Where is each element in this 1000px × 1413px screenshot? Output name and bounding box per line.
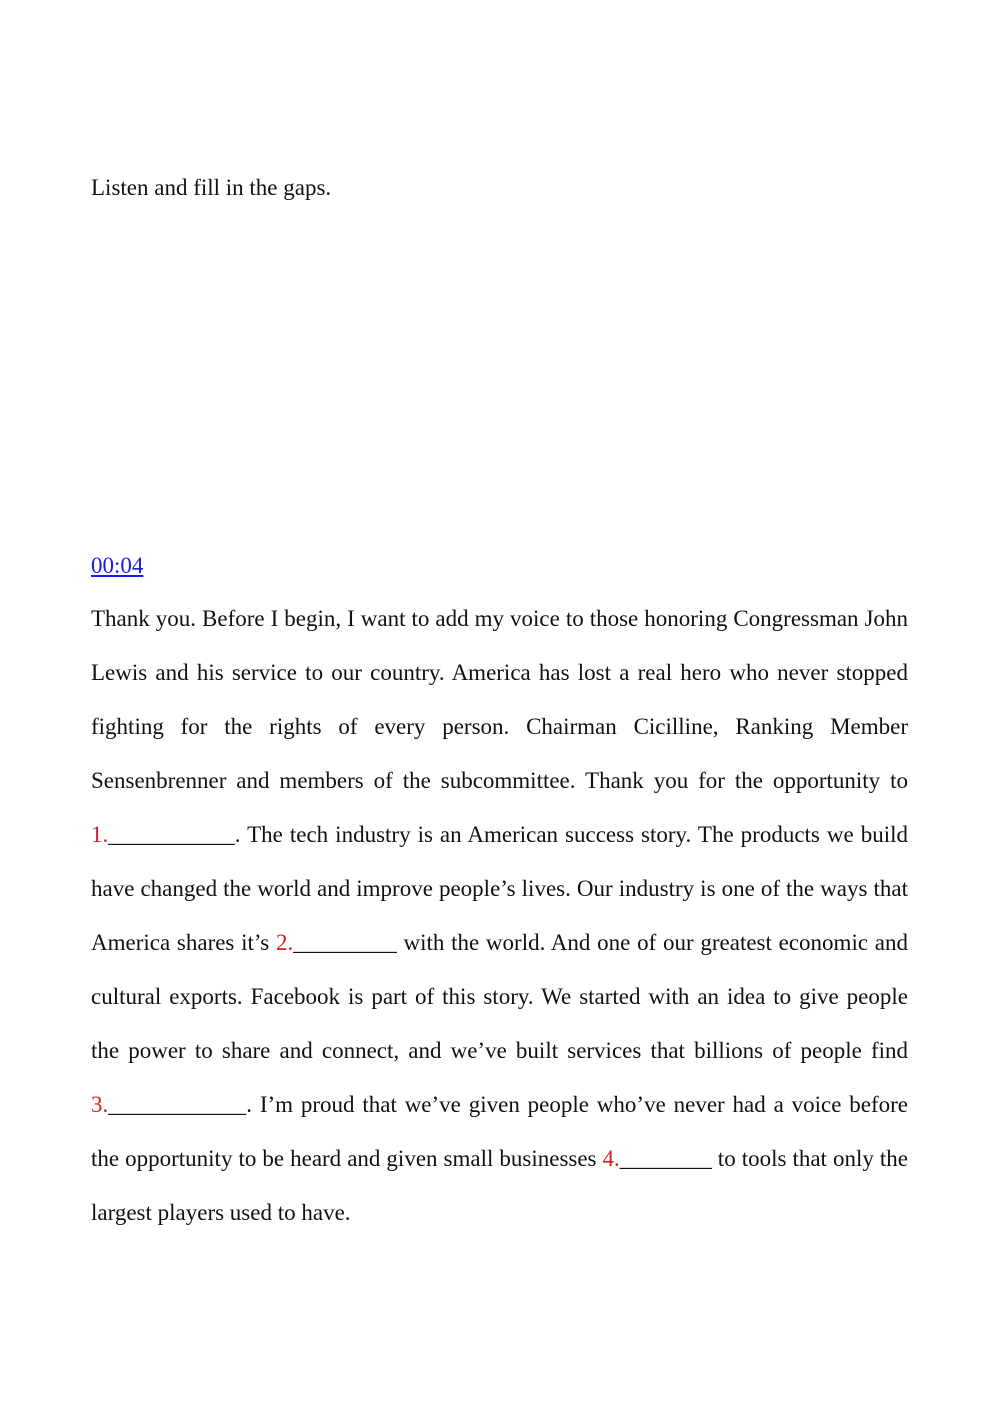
transcript-segment: . The tech industry is an American success story. The products we build have changed the world and improve people’s lives. Our industry is one of the ways that America shares it’s — [91, 822, 908, 955]
gap-2-number: 2. — [275, 930, 294, 955]
gap-3-number: 3. — [91, 1092, 109, 1117]
transcript-segment: to tools that only the largest players used to have. — [91, 1146, 908, 1225]
gap-1-blank[interactable]: ___________ — [108, 822, 235, 847]
transcript-segment: with the world. And one of our greatest economic and cultural exports. Facebook is part of this story. We started with an idea to give people the power to share and connect, and we’ve built services that billions of people find — [91, 930, 908, 1063]
transcript-segment: Thank you. Before I begin, I want to add my voice to those honoring Congressman John Lewis and his service to our country. America has lost a real hero who never stopped fighting for the rights of every person. Chairman Cicilline, Ranking Member Sensenbrenner and members of the subcommittee. Thank you for the opportunity to — [91, 606, 908, 793]
gap-4-blank[interactable]: ________ — [619, 1146, 712, 1171]
transcript-segment: . I’m proud that we’ve given people who’ve never had a voice before the opportunity to be heard and given small businesses — [91, 1092, 908, 1171]
gap-4-number: 4. — [602, 1146, 620, 1171]
transcript-paragraph — [91, 592, 908, 1240]
timestamp-link[interactable]: 00:04 — [91, 553, 144, 578]
gap-1-number: 1. — [91, 822, 109, 847]
instruction-text: Listen and fill in the gaps. — [91, 175, 332, 200]
gap-2-blank[interactable]: _________ — [293, 930, 397, 955]
gap-3-blank[interactable]: ____________ — [108, 1092, 247, 1117]
